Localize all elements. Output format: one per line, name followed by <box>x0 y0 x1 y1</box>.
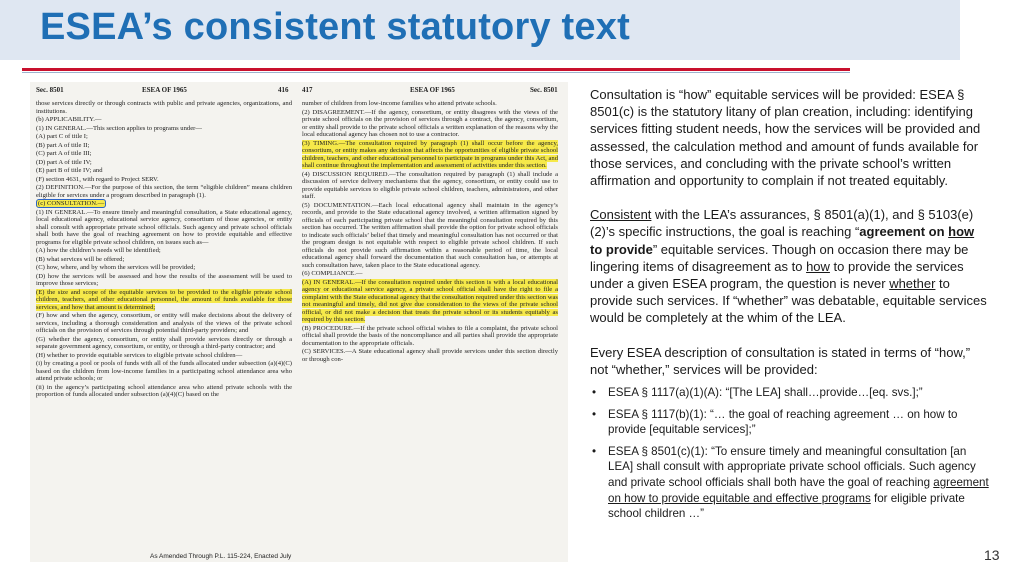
scan-left-column <box>36 100 292 554</box>
bullet-icon: • <box>592 444 597 458</box>
scan-left-para: (D) part A of title IV; <box>36 158 92 166</box>
scan-left-para: (1) IN GENERAL.—To ensure timely and meaningful consultation, a State educational agency, local educational agency, educational service agency, consortium of those agencies, or entity shall consult with appropriate private school officials. Such agency and private school officials shall both have the goal of reaching agreement on how to provide equitable and effective programs for eligible private school children, on issues such as— <box>36 208 292 246</box>
page-number: 13 <box>984 547 1000 563</box>
scan-left-para: (A) how the children’s needs will be identified; <box>36 247 161 254</box>
scan-left-para: (ii) in the agency’s participating school attendance area who attend private schools with the proportion of funds allocated under subsection (a)(4)(C) based on the <box>36 383 292 398</box>
list-item: • ESEA § 1117(b)(1): “… the goal of reaching agreement … on how to provide [equitable services];” <box>592 407 958 437</box>
left-head-sec: Sec. 8501 <box>36 86 64 94</box>
scan-left-para <box>36 289 292 312</box>
statute-scan <box>30 82 568 562</box>
scan-left-para: those services directly or through contracts with public and private agencies, organizations, and institutions. <box>36 100 292 115</box>
scan-right-para: number of children from low-income families who attend private schools. <box>302 100 497 107</box>
scan-left-para: (1) IN GENERAL.—This section applies to programs under— <box>36 124 202 132</box>
scan-left-para: (B) what services will be offered; <box>36 255 125 263</box>
scan-footer: As Amended Through P.L. 115-224, Enacted July <box>150 553 292 560</box>
title-underline-blue <box>22 72 850 73</box>
scan-left-para: (G) whether the agency, consortium, or entity shall provide services directly or through a separate government agency, consortium, or entity, or through a third-party contractor; and <box>36 335 292 350</box>
scan-left-para: (F) how and when the agency, consortium, or entity will make decisions about the delivery of services, including a thorough consideration and analysis of the views of the private school officials on the provision of services through potential third-party providers; and <box>36 312 292 334</box>
title-underline-red <box>22 68 850 71</box>
scan-left-para: (2) DEFINITION.—For the purpose of this section, the term “eligible children” means children eligible for services under a program described in paragraph (1). <box>36 184 292 199</box>
complaint-highlight: (A) IN GENERAL.—If the consultation required under this section is with a local educational agency or educational service agency, a private school official shall have the right to file a complaint with the State educational agency that the consultation required under this section was not meaningful and timely, did not give due consideration to the views of the private school official, or did not make a decision that treats the private school or its students equitably as required by this section. <box>302 278 558 323</box>
scan-left-para: (i) by creating a pool or pools of funds with all of the funds allocated under subsection (a)(4)(C) based on the children from low-income families in a participating school attendance area who attend private schools; or <box>36 360 292 382</box>
consistent-word: Consistent <box>590 207 652 223</box>
goal-paragraph: Consistent with the LEA’s assurances, § 8501(a)(1), and § 5103(e)(2)’s specific instructions, the goal is reaching “agreement on how to provide” equitable services. Though on occasion there may be lingering items of disagreement as to how to provide the services under a given ESEA program, the question is never whether to provide such services. If “whether” was debatable, equitable services would be completely at the whim of the LEA. <box>590 207 987 326</box>
scan-left-para: (C) part A of title III; <box>36 150 92 157</box>
scan-right-para <box>302 279 558 324</box>
left-head-page: 416 <box>278 86 289 94</box>
right-head-page: 417 <box>302 86 313 94</box>
scan-left-para: (H) whether to provide equitable services to eligible private school children— <box>36 351 243 359</box>
every-esea-paragraph: Every ESEA description of consultation is stated in terms of “how,” not “whether,” services will be provided: <box>590 344 971 377</box>
scan-left-para <box>36 200 292 208</box>
scan-right-column <box>302 100 558 554</box>
scan-left-para: (F) section 4631, with regard to Project SERV. <box>36 175 159 183</box>
list-item: • ESEA § 1117(a)(1)(A): “[The LEA] shall…provide…[eq. svs.];” <box>592 386 923 400</box>
timing-highlight: (3) TIMING.—The consultation required by paragraph (1) shall occur before the agency, consortium, or entity makes any decision that affects the opportunities of eligible private school children, teachers, and other educational personnel to participate in programs under this Act, and shall continue throughout the implementation and assessment of activities under this section. <box>302 139 558 169</box>
scan-right-para: (4) DISCUSSION REQUIRED.—The consultation required by paragraph (1) shall include a discussion of service delivery mechanisms that the agency, consortium, or entity could use to provide equitable services to eligible private school children, teachers, administrators, and other staff. <box>302 170 558 200</box>
scan-right-para: (2) DISAGREEMENT.—If the agency, consortium, or entity disagrees with the views of the private school officials on the provision of services through a contract, the agency, consortium, or entity shall provide to the private school officials a written explanation of the reasons why the local educational agency has chosen not to use a contractor. <box>302 108 558 138</box>
consultation-paragraph: Consultation is “how” equitable services will be provided: ESEA § 8501(c) is the statutory litany of plan creation, including: identifying services fitting student needs, how the services will be provided and assessed, the calculation method and amount of funds available for those services, and concluding with the private school’s written affirmation and opportunity to complain if not treated equitably. <box>590 87 981 189</box>
list-item: • ESEA § 8501(c)(1): “To ensure timely and meaningful consultation [an LEA] shall consult with appropriate private school officials. Such agency and private school officials shall both have the goal of reaching agreement on how to provide equitable and effective programs for eligible private school children …” <box>592 444 989 521</box>
scan-left-para: (C) how, where, and by whom the services will be provided; <box>36 264 196 271</box>
funds-highlight: (E) the size and scope of the equitable services to be provided to the eligible private school children, teachers, and other educational personnel, the amount of funds available for those services, and how that amount is determined; <box>36 288 292 311</box>
bullet-icon: • <box>592 407 597 421</box>
right-head-act: ESEA OF 1965 <box>410 86 455 94</box>
right-head-sec: Sec. 8501 <box>530 86 558 94</box>
scan-right-para: (B) PROCEDURE.—If the private school official wishes to file a complaint, the private school official shall provide the basis of the noncompliance and all parties shall provide the appropriate documentation to the appropriate officials. <box>302 324 558 347</box>
scan-left-para: (E) part B of title IV; and <box>36 167 103 174</box>
scan-right-para: (6) COMPLIANCE.— <box>302 270 363 277</box>
consultation-heading-highlight: (c) CONSULTATION.— <box>38 200 105 207</box>
scan-right-para: (5) DOCUMENTATION.—Each local educational agency shall maintain in the agency’s records, and provide to the State educational agency involved, a written affirmation signed by officials of each participating private school that the meaningful consultation required by this section has occurred. The written affirmation shall provide the option for private school officials to indicate such officials’ belief that timely and meaningful consultation has not occurred or that the program design is not equitable with respect to eligible private school children. If such officials do not provide such affirmation within a reasonable period of time, the local educational agency shall forward the documentation that such consultation has, or attempts at such consultation have, taken place to the State educational agency. <box>302 201 558 269</box>
scan-left-para: (B) part A of title II; <box>36 141 90 149</box>
bullet-icon: • <box>592 386 597 400</box>
left-head-act: ESEA OF 1965 <box>142 86 187 94</box>
scan-left-para: (D) how the services will be assessed and how the results of the assessment will be used to improve those services; <box>36 272 292 287</box>
scan-right-para: (C) SERVICES.—A State educational agency shall provide services under this section directly or through con- <box>302 348 558 363</box>
explanation-column <box>590 86 990 528</box>
scan-right-para <box>302 140 558 170</box>
scan-left-para: (b) APPLICABILITY.— <box>36 116 102 123</box>
citation-list <box>590 385 990 522</box>
scan-left-para: (A) part C of title I; <box>36 133 88 140</box>
slide-title: ESEA’s consistent statutory text <box>40 6 630 48</box>
